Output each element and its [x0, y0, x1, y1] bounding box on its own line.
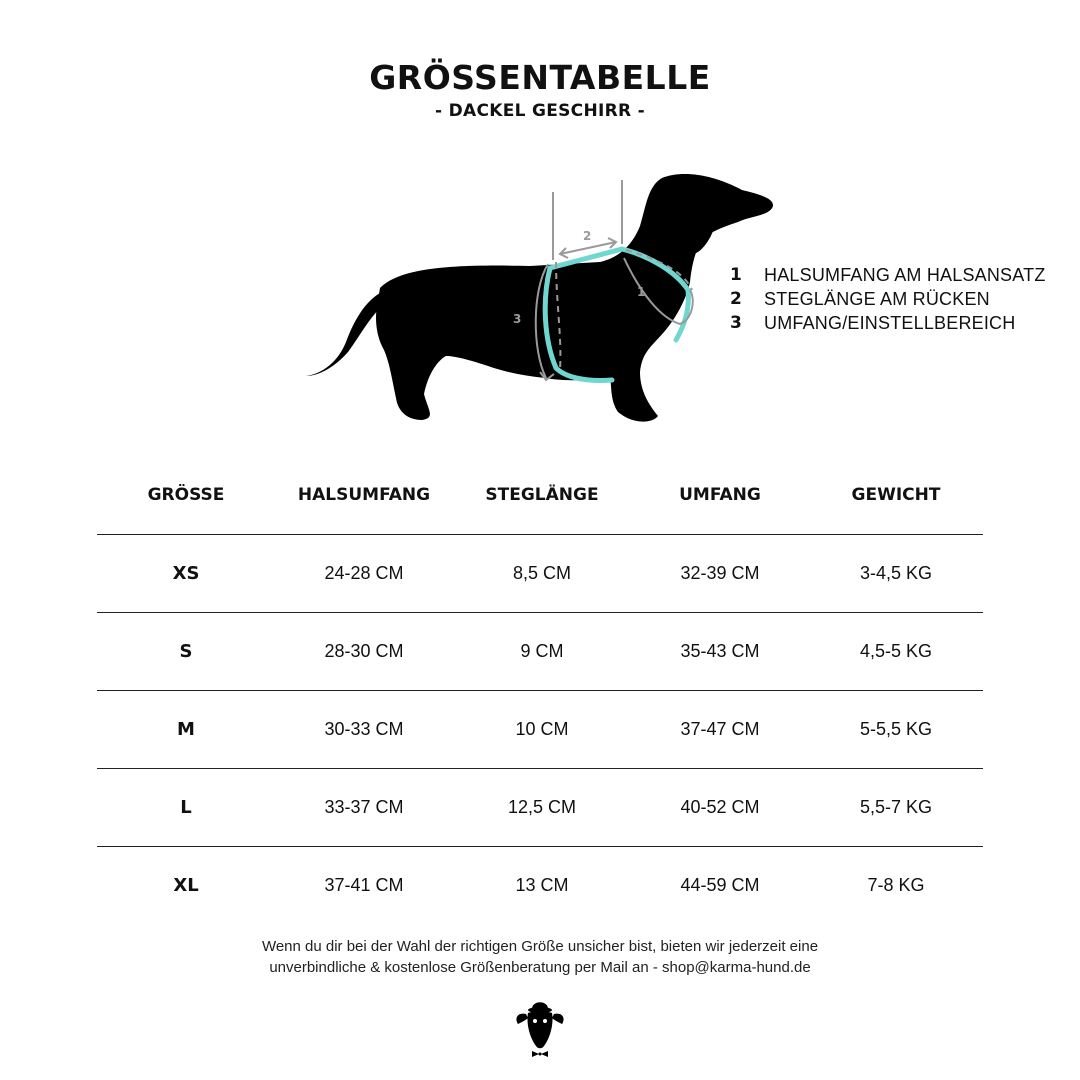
- back-length-cell: 10 CM: [515, 719, 569, 739]
- weight-cell: 4,5-5 KG: [859, 641, 933, 661]
- size-cell: XS: [172, 563, 200, 584]
- note-line: Wenn du dir bei der Wahl der richtigen Größe unsicher bist, bieten wir jederzeit eine: [261, 938, 819, 955]
- size-table: [97, 456, 983, 924]
- legend-text: STEGLÄNGE AM RÜCKEN: [764, 288, 990, 309]
- column-header-girth: UMFANG: [679, 485, 761, 505]
- legend-item: [730, 287, 1046, 311]
- legend-text: HALSUMFANG AM HALSANSATZ: [764, 264, 1046, 285]
- neck-cell: 37-41 CM: [324, 875, 404, 895]
- dachshund-harness-illustration: [300, 170, 790, 435]
- size-cell: L: [180, 797, 192, 818]
- column-header-neck: HALSUMFANG: [297, 485, 431, 505]
- dachshund-silhouette: [306, 174, 773, 422]
- size-cell: XL: [173, 875, 199, 896]
- table-row: [97, 535, 983, 613]
- table-row: [97, 769, 983, 847]
- table-row: [97, 691, 983, 769]
- figure-label-2: 2: [583, 229, 592, 243]
- measurement-legend: [730, 263, 1046, 335]
- figure-label-1: 1: [637, 285, 646, 299]
- weight-cell: 3-4,5 KG: [859, 563, 933, 583]
- table-row: [97, 613, 983, 691]
- neck-cell: 30-33 CM: [324, 719, 404, 739]
- neck-cell: 28-30 CM: [324, 641, 404, 661]
- legend-number: 2: [730, 289, 742, 309]
- legend-number: 3: [730, 313, 742, 333]
- column-header-size: GRÖSSE: [147, 485, 225, 505]
- back-length-cell: 8,5 CM: [512, 563, 572, 583]
- back-length-cell: 9 CM: [520, 641, 564, 661]
- legend-item: [730, 263, 1046, 287]
- girth-cell: 40-52 CM: [680, 797, 760, 817]
- neck-cell: 33-37 CM: [324, 797, 404, 817]
- legend-text: UMFANG/EINSTELLBEREICH: [764, 312, 1016, 333]
- column-header-back-length: STEGLÄNGE: [485, 485, 599, 505]
- page-subtitle: - DACKEL GESCHIRR -: [435, 101, 645, 121]
- girth-cell: 35-43 CM: [680, 641, 760, 661]
- figure-label-3: 3: [513, 312, 522, 326]
- back-length-cell: 12,5 CM: [507, 797, 577, 817]
- dog-with-bowler-hat-logo-icon: [512, 994, 568, 1058]
- weight-cell: 5,5-7 KG: [859, 797, 933, 817]
- size-advice-note: [0, 936, 1080, 978]
- weight-cell: 5-5,5 KG: [859, 719, 933, 739]
- table-row: [97, 847, 983, 924]
- girth-cell: 32-39 CM: [680, 563, 760, 583]
- back-length-cell: 13 CM: [515, 875, 569, 895]
- neck-cell: 24-28 CM: [324, 563, 404, 583]
- table-header-row: [97, 456, 983, 535]
- note-line: unverbindliche & kostenlose Größenberatung per Mail an - shop@karma-hund.de: [269, 959, 811, 976]
- page-title: GRÖSSENTABELLE: [369, 58, 711, 97]
- column-header-weight: GEWICHT: [851, 485, 941, 505]
- legend-number: 1: [730, 265, 742, 285]
- girth-cell: 44-59 CM: [680, 875, 760, 895]
- size-cell: S: [179, 641, 193, 662]
- size-cell: M: [177, 719, 195, 740]
- legend-item: [730, 311, 1046, 335]
- weight-cell: 7-8 KG: [867, 875, 925, 895]
- girth-cell: 37-47 CM: [680, 719, 760, 739]
